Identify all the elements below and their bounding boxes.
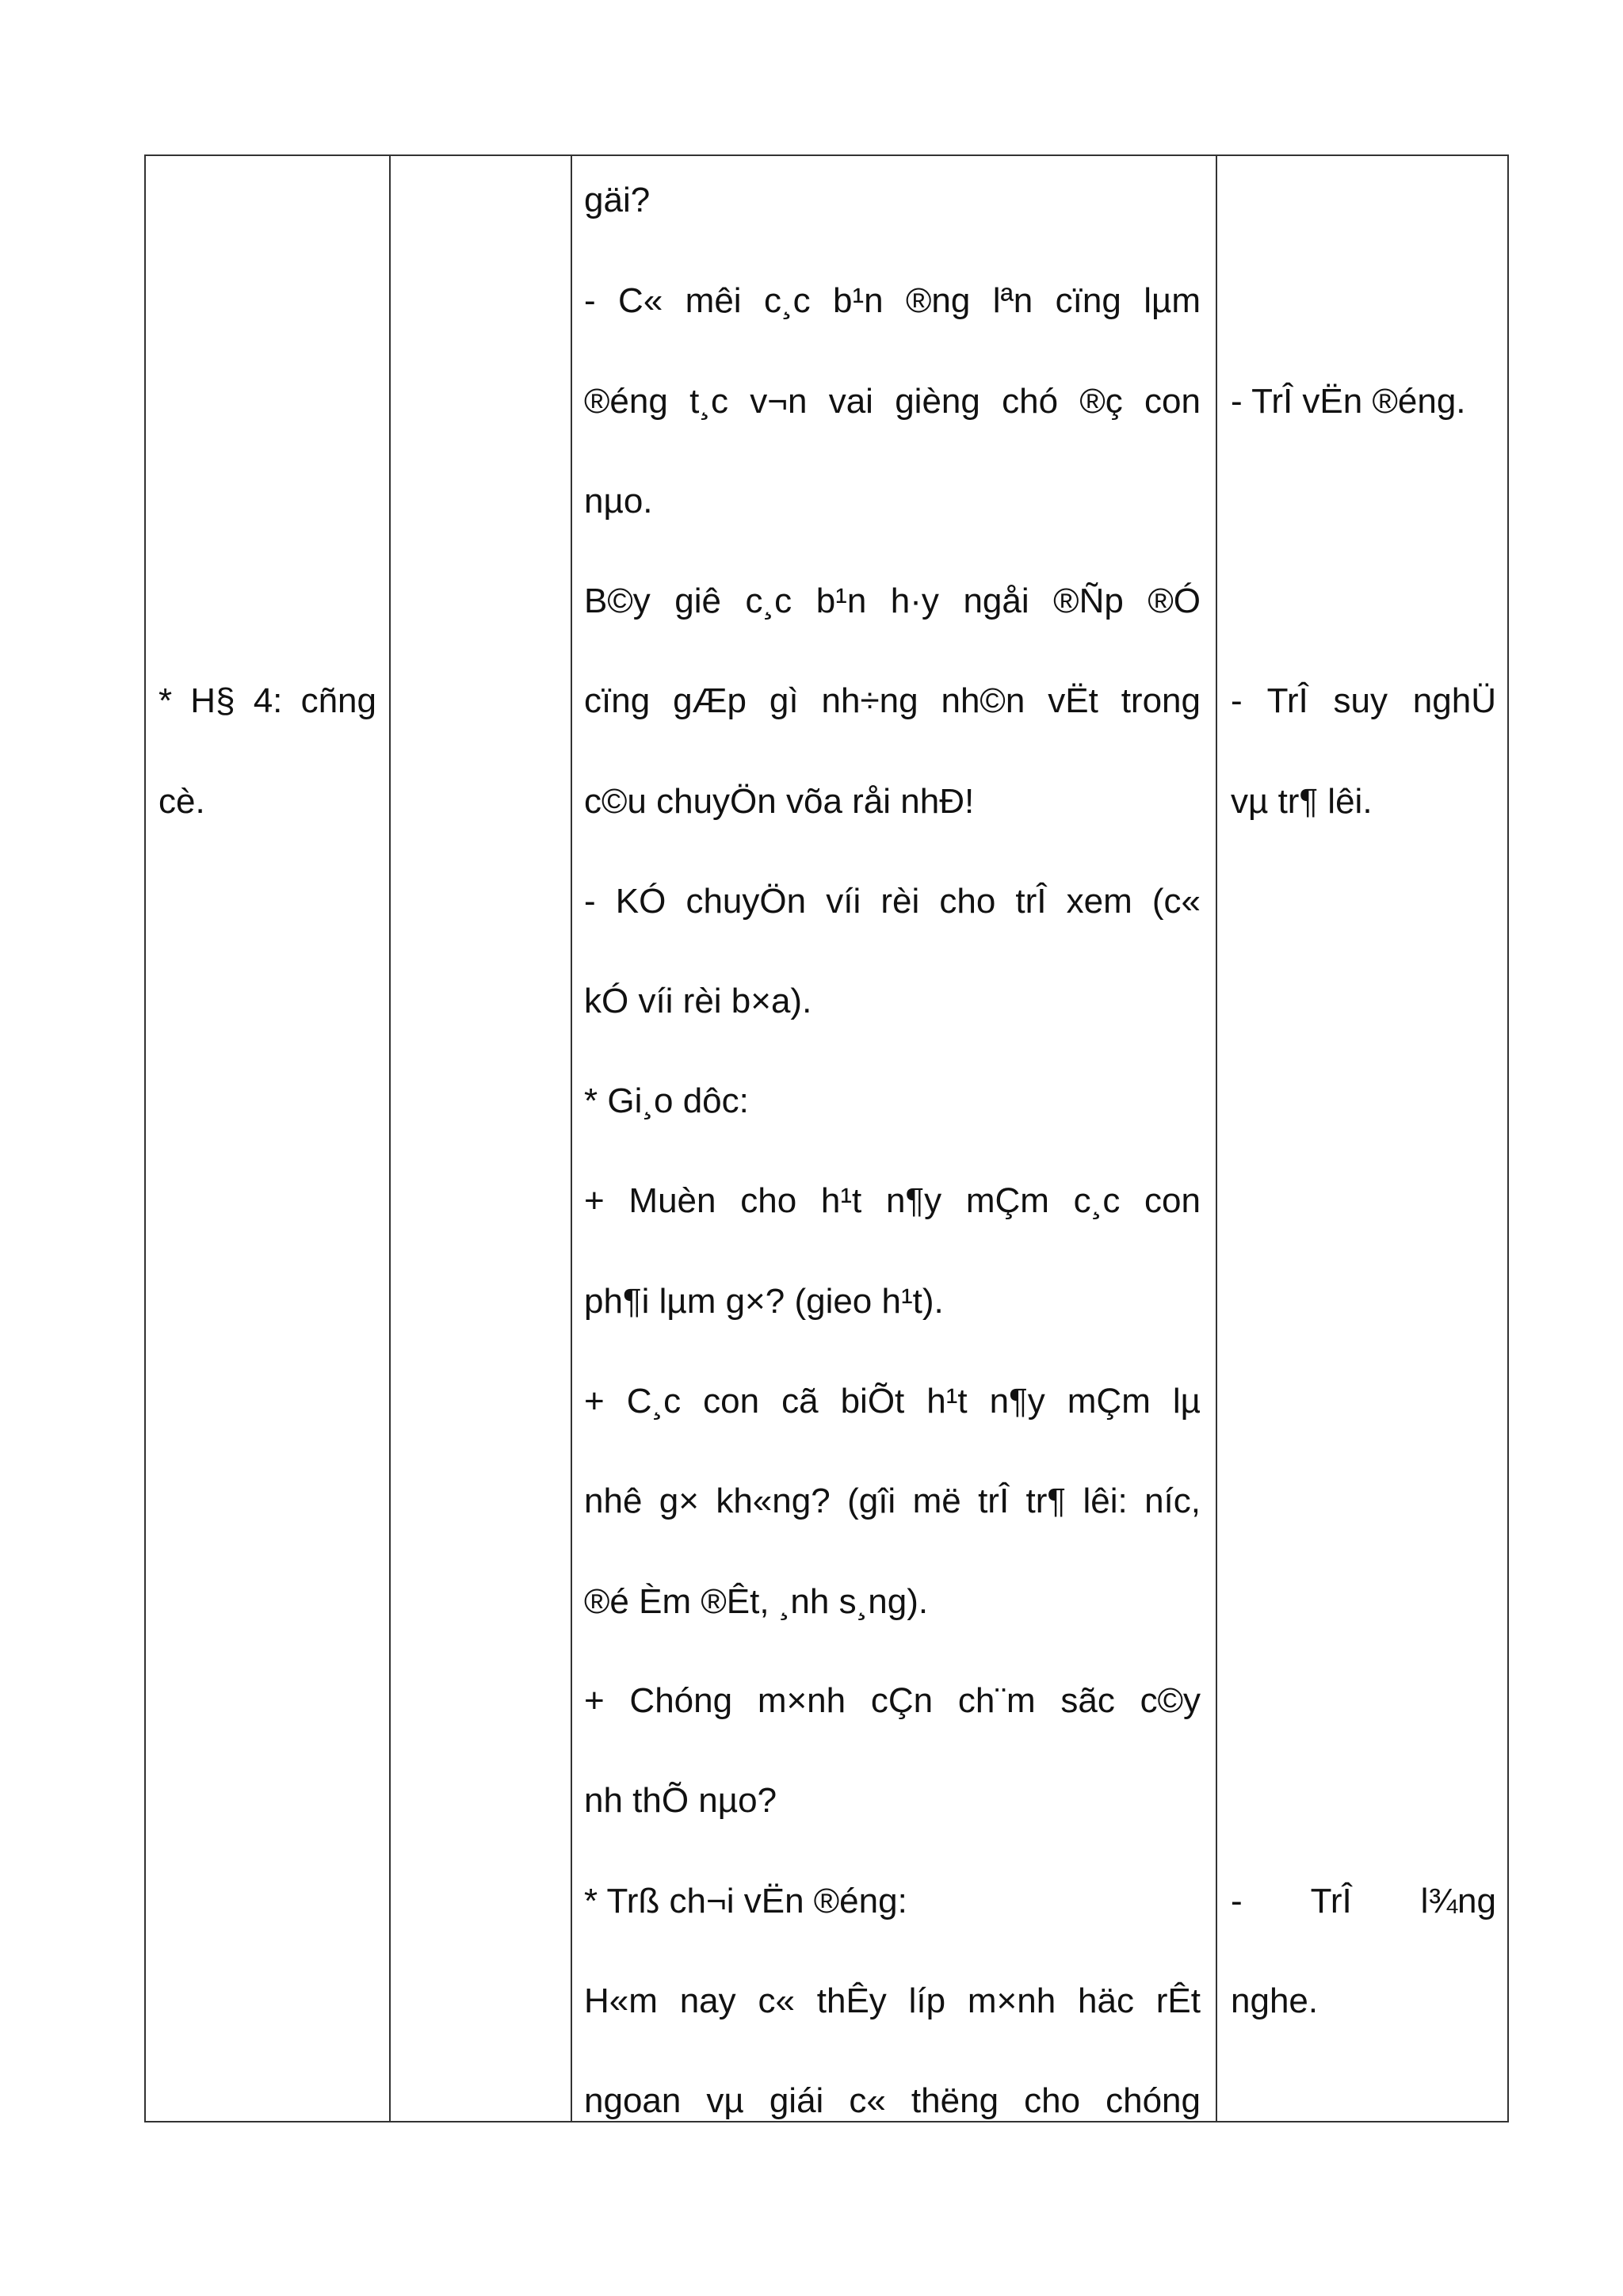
content-line: + Muèn cho h¹t n¶y mÇm c¸c con [584, 1181, 1201, 1220]
content-line: - C« mêi c¸c b¹n ®ng lªn cïng lµm [584, 281, 1201, 320]
content-line: * Trß ch¬i vËn ®éng: [584, 1882, 907, 1920]
content-line: + C¸c con cã biÕt h¹t n¶y mÇm lµ [584, 1382, 1201, 1421]
activity-title-line-1: * H§ 4: cñng [158, 681, 376, 720]
children-response: - TrÎ suy nghÜ [1231, 681, 1496, 720]
content-line: cïng gÆp gì nh÷ng nh©n vËt trong [584, 681, 1201, 720]
content-line: - KÓ chuyÖn víi rèi cho trÎ xem (c« [584, 882, 1201, 921]
lesson-plan-table [144, 154, 1509, 2122]
content-line: ngoan vµ giái c« thëng cho chóng [584, 2081, 1201, 2120]
content-line: ®éng t¸c v¬n vai gièng chó ®ç con [584, 382, 1201, 421]
content-line: H«m nay c« thÊy líp m×nh häc rÊt [584, 1981, 1201, 2020]
content-line: c©u chuyÖn võa råi nhÐ! [584, 782, 975, 821]
content-line: * Gi¸o dôc: [584, 1081, 749, 1120]
activity-title-line-2: cè. [158, 782, 205, 821]
column-divider [1216, 156, 1217, 2121]
content-line: nµo. [584, 482, 653, 521]
content-line: nh thÕ nµo? [584, 1781, 777, 1820]
content-line: nhê g× kh«ng? (gîi më trÎ tr¶ lêi: níc, [584, 1482, 1201, 1520]
column-divider [571, 156, 572, 2121]
content-line: kÓ víi rèi b×a). [584, 982, 812, 1020]
content-line: ph¶i lµm g×? (gieo h¹t). [584, 1282, 944, 1321]
content-line: B©y giê c¸c b¹n h·y ngåi ®Ñp ®Ó [584, 582, 1201, 620]
content-line: + Chóng m×nh cÇn ch¨m sãc c©y [584, 1681, 1201, 1720]
content-line: gäi? [584, 181, 651, 219]
children-response: - TrÎ vËn ®éng. [1231, 382, 1466, 421]
children-response: - TrÎ l¾ng [1231, 1882, 1496, 1920]
children-response: nghe. [1231, 1981, 1319, 2020]
content-line: ®é Èm ®Êt, ¸nh s¸ng). [584, 1582, 929, 1621]
children-response: vµ tr¶ lêi. [1231, 782, 1373, 821]
column-divider [389, 156, 391, 2121]
